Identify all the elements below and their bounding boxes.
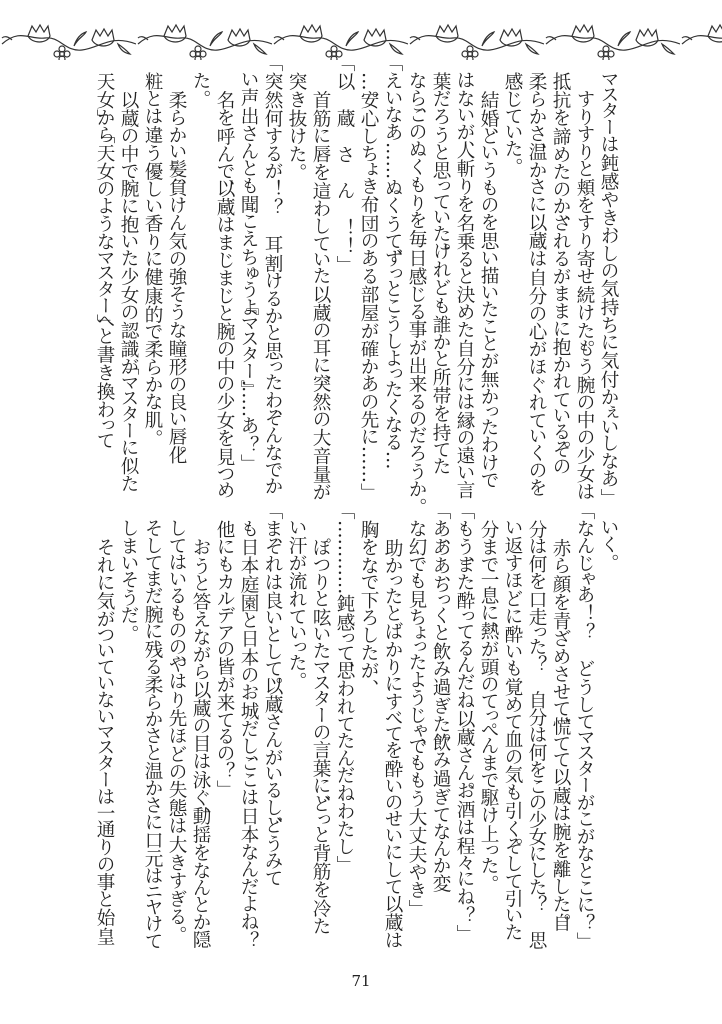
- text-column: も日本庭園と日本のお城だし、ここは日本なんだよね？: [238, 520, 259, 950]
- text-column: ぽつりと呟いたマスターの言葉に、どっと背筋を冷た: [310, 520, 331, 936]
- page-number: 71: [351, 972, 371, 990]
- text-column: 「なんじゃあ！？ どうしてマスターがこがなとこに？」: [574, 520, 595, 933]
- text-column: 「ま、それは良いとして。以蔵さんがいるし、どうみて: [262, 520, 283, 887]
- text-column: 「以 蔵 さ ん ！！」: [334, 72, 355, 256]
- text-column: い汗が流れていった。: [286, 520, 307, 672]
- text-column: な幻でも見ちょったようじゃ、でももう大丈夫やき」: [406, 520, 427, 900]
- text-column: 他にもカルデアの皆が来てるの？」: [214, 520, 235, 781]
- text-column: 胸をなで下ろしたが、: [358, 520, 379, 680]
- text-column: 感じていた。: [502, 72, 523, 158]
- text-column: い声出さんとも聞こえちゅうよ『マスター』……あ？」: [238, 72, 259, 455]
- text-column: 分まで一息に、熱が頭のてっぺんまで駆け上った。: [478, 520, 499, 875]
- text-column: …。安心しちょき、布団のある部屋が確かあの先に……」: [358, 72, 379, 484]
- text-column: 粧とは違う優しい香りに健康的で柔らかな肌。: [142, 72, 163, 430]
- text-block-top: [60, 72, 620, 502]
- text-column: そしてまだ腕に残る柔らかさと温かさに口元はニヤけて: [142, 520, 163, 949]
- text-column: それに気がついていないマスターは一通りの事と始皇: [94, 520, 115, 946]
- text-column: 結婚、というものを思い描いたことが無かったわけで: [478, 72, 499, 489]
- text-block-bottom: [60, 520, 620, 950]
- text-column: 柔らかい髪、負けん気の強そうな瞳、形の良い唇。化: [166, 72, 187, 465]
- text-column: 名を呼んで、以蔵はまじまじと腕の中の少女を見つめ: [214, 72, 235, 500]
- text-column: してはいるものの、やはり先ほどの失態は大きすぎる。: [166, 520, 187, 926]
- text-column: 赤ら顔を青ざめさせて、慌てて以蔵は腕を離した。自: [550, 520, 571, 932]
- text-column: 「えいなあ……ぬくうて、ずっとこうしよったくなる…: [382, 72, 403, 470]
- text-column: 以蔵の中で腕に抱いた少女の認識が「マスターに似た: [118, 72, 139, 493]
- text-column: なら、このぬくもりを毎日感じる事が出来るのだろうか。: [406, 72, 427, 498]
- text-column: 「もう、また酔ってるんだね以蔵さん。お酒は程々にね？」: [454, 520, 475, 925]
- text-column: 首筋に唇を這わしていた以蔵の耳に、突然の大音量が: [310, 72, 331, 501]
- text-column: 助かったとばかりにすべてを酔いのせいにして以蔵は: [382, 520, 403, 950]
- text-column: 柔らかさ、温かさに以蔵は自分の心がほぐれていくのを: [526, 72, 547, 498]
- text-column: 「…………鈍感って、思われてたんだねわたし」: [334, 520, 355, 856]
- text-column: 葉だろうと思っていた。けれども誰かと所帯を持てた: [430, 72, 451, 476]
- text-column: はないが、人斬りを名乗ると決めた自分には縁の遠い言: [454, 72, 475, 500]
- text-column: しまいそうだ。: [118, 520, 139, 625]
- text-column: 「突然何するが！？ 耳割けるかと思ったわ、そんなでか: [262, 72, 283, 495]
- text-column: 抵抗を諦めたのか、されるがままに抱かれている。その: [550, 72, 571, 475]
- text-column: た。: [190, 72, 211, 90]
- text-column: 分は何を口走った？ 自分は何をこの少女にした？ 思: [526, 520, 547, 949]
- text-column: おうと答えながら以蔵の目は泳ぐ、動揺をなんとか隠: [190, 520, 211, 949]
- text-column: すりすりと頬をすり寄せ続けた。もう腕の中の少女は: [574, 72, 595, 501]
- text-column: 突き抜けた。: [286, 72, 307, 164]
- text-column: いく。: [598, 520, 619, 554]
- text-column: い返すほどに酔いも覚めて血の気も引く。そして引いた: [502, 520, 523, 942]
- text-column: 天女」から「天女のようなマスター」へと書き換わって: [94, 72, 115, 449]
- floral-vine-border: [0, 18, 722, 60]
- text-column: マスターは鈍感やき、わしの気持ちに気付かぇいしなあ」: [598, 72, 619, 489]
- text-column: 「あ、ああ、ちっくと飲み過ぎた。飲み過ぎてなんか変: [430, 520, 451, 893]
